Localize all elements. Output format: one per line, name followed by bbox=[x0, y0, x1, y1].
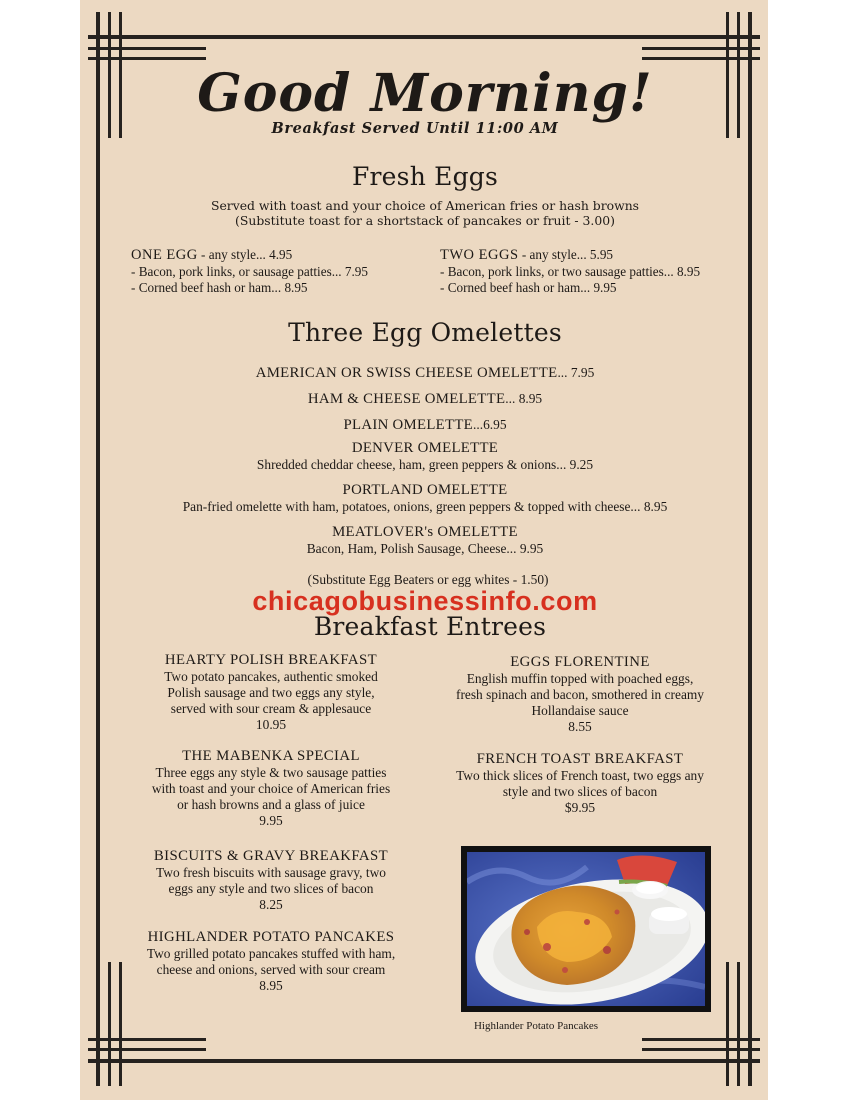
item-option: - Bacon, pork links, or two sausage patties... 8.95 bbox=[440, 263, 701, 279]
item-description-line: Two fresh biscuits with sausage gravy, two bbox=[156, 865, 386, 880]
menu-item-one-egg bbox=[131, 247, 431, 297]
menu-item-two-eggs bbox=[440, 247, 740, 297]
item-description-line: Two grilled potato pancakes stuffed with ham, bbox=[146, 946, 396, 961]
item-option: - Corned beef hash or ham... 9.95 bbox=[440, 280, 617, 295]
item-price: $9.95 bbox=[564, 800, 596, 815]
item-price: 8.55 bbox=[568, 719, 592, 734]
item-description-line: with toast and your choice of American fries bbox=[151, 781, 391, 796]
item-name: EGGS FLORENTINE bbox=[510, 654, 650, 670]
item-name: BISCUITS & GRAVY BREAKFAST bbox=[153, 848, 389, 864]
item-name: DENVER OMELETTE bbox=[351, 440, 499, 456]
item-name: HAM & CHEESE OMELETTE bbox=[307, 391, 506, 407]
omelette-substitute-note: (Substitute Egg Beaters or egg whites - 1.50) bbox=[307, 572, 549, 587]
section-heading-breakfast-entrees: Breakfast Entrees bbox=[313, 612, 547, 641]
potato-pancakes-photo bbox=[467, 852, 705, 1006]
item-description: Pan-fried omelette with ham, potatoes, onions, green peppers & topped with cheese... 8.95 bbox=[182, 499, 668, 514]
menu-item-hearty-polish-breakfast bbox=[120, 652, 422, 733]
item-price: 8.95 bbox=[259, 978, 283, 993]
fresh-eggs-substitute-note: (Substitute toast for a shortstack of pancakes or fruit - 3.00) bbox=[235, 213, 615, 228]
menu-item-denver-omelette bbox=[100, 440, 750, 473]
item-price: 10.95 bbox=[255, 717, 287, 732]
menu-item-eggs-florentine bbox=[430, 654, 730, 735]
page-title: Good Morning! bbox=[197, 63, 653, 124]
item-name: PLAIN OMELETTE bbox=[343, 417, 474, 433]
menu-item-mabenka-special bbox=[120, 748, 422, 829]
item-description-line: served with sour cream & applesauce bbox=[170, 701, 372, 716]
item-name: PORTLAND OMELETTE bbox=[342, 482, 508, 498]
menu-item-highlander-potato-pancakes bbox=[120, 929, 422, 994]
item-description-line: style and two slices of bacon bbox=[502, 784, 658, 799]
item-description-line: or hash browns and a glass of juice bbox=[177, 797, 365, 812]
item-name: ONE EGG bbox=[131, 247, 198, 263]
item-description-line: English muffin topped with poached eggs, bbox=[466, 671, 694, 686]
section-heading-fresh-eggs: Fresh Eggs bbox=[351, 162, 499, 191]
item-price: ... 7.95 bbox=[557, 365, 595, 380]
item-description-line: Three eggs any style & two sausage patties bbox=[155, 765, 387, 780]
menu-item-plain-omelette bbox=[100, 414, 750, 434]
item-description-line: cheese and onions, served with sour cream bbox=[156, 962, 386, 977]
page-subtitle: Breakfast Served Until 11:00 AM bbox=[271, 120, 559, 137]
item-description-line: Two thick slices of French toast, two eggs any bbox=[456, 768, 704, 783]
fresh-eggs-note: Served with toast and your choice of American fries or hash browns bbox=[210, 198, 640, 213]
item-description-line: Hollandaise sauce bbox=[531, 703, 629, 718]
item-name: HIGHLANDER POTATO PANCAKES bbox=[147, 929, 395, 945]
item-description-line: eggs any style and two slices of bacon bbox=[168, 881, 374, 896]
item-price: ...6.95 bbox=[473, 417, 507, 432]
menu-item-american-swiss-omelette bbox=[100, 362, 750, 382]
item-price: - any style... 5.95 bbox=[518, 247, 614, 262]
item-description-line: Polish sausage and two eggs any style, bbox=[167, 685, 375, 700]
item-price: ... 8.95 bbox=[505, 391, 543, 406]
menu-item-meatlover-omelette bbox=[100, 524, 750, 557]
item-description: Bacon, Ham, Polish Sausage, Cheese... 9.95 bbox=[306, 541, 544, 556]
menu-item-biscuits-gravy bbox=[120, 848, 422, 913]
item-price: 8.25 bbox=[259, 897, 283, 912]
item-name: AMERICAN OR SWISS CHEESE OMELETTE bbox=[255, 365, 558, 381]
item-price: - any style... 4.95 bbox=[197, 247, 293, 262]
item-name: MEATLOVER's OMELETTE bbox=[332, 524, 518, 540]
food-photo-frame bbox=[461, 846, 711, 1012]
item-description-line: fresh spinach and bacon, smothered in creamy bbox=[455, 687, 704, 702]
menu-item-portland-omelette bbox=[100, 482, 750, 515]
menu-item-french-toast-breakfast bbox=[430, 751, 730, 816]
item-name: TWO EGGS bbox=[440, 247, 519, 263]
item-option: - Corned beef hash or ham... 8.95 bbox=[131, 280, 308, 295]
item-name: FRENCH TOAST BREAKFAST bbox=[476, 751, 684, 767]
item-description-line: Two potato pancakes, authentic smoked bbox=[164, 669, 378, 684]
menu-item-ham-cheese-omelette bbox=[100, 388, 750, 408]
section-heading-omelettes: Three Egg Omelettes bbox=[288, 318, 562, 347]
item-name: THE MABENKA SPECIAL bbox=[182, 748, 360, 764]
watermark-text: chicagobusinessinfo.com bbox=[252, 586, 598, 616]
item-price: 9.95 bbox=[259, 813, 283, 828]
item-description: Shredded cheddar cheese, ham, green peppers & onions... 9.25 bbox=[256, 457, 594, 472]
photo-caption: Highlander Potato Pancakes bbox=[473, 1020, 599, 1032]
item-option: - Bacon, pork links, or sausage patties... 7.95 bbox=[131, 263, 368, 279]
item-name: HEARTY POLISH BREAKFAST bbox=[164, 652, 378, 668]
